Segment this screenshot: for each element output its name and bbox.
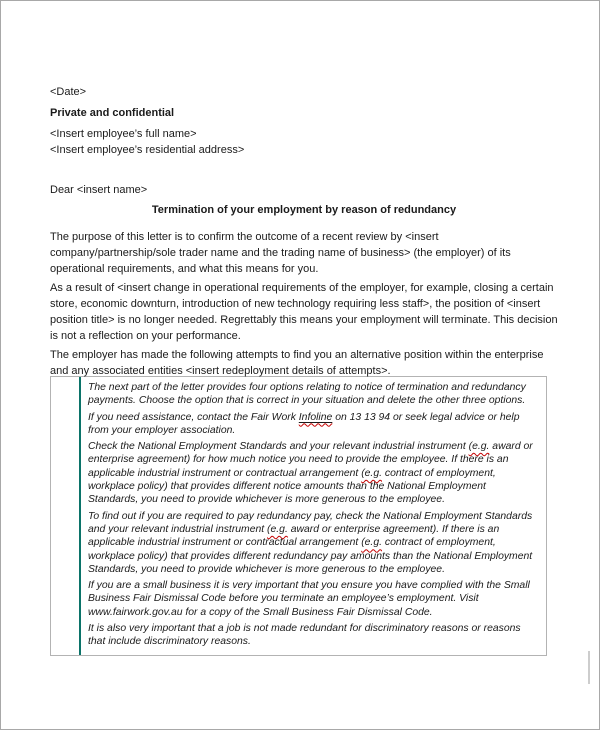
paragraph-purpose: The purpose of this letter is to confirm the outcome of a recent review by <insert company/partnership/sole trader name and the trading name of business> (the employer) of its operational requirements, and what this means for you.: [50, 231, 511, 275]
underlined-term: [299, 412, 333, 423]
spellcheck-squiggle: (e.g.: [267, 523, 288, 535]
recipient-address-placeholder: <Insert employee’s residential address>: [50, 143, 245, 156]
spellcheck-squiggle: Infoline: [298, 411, 333, 423]
scrollbar-thumb[interactable]: [588, 651, 590, 684]
recipient-block: [50, 127, 558, 158]
paragraph-redundancy-reason: As a result of <insert change in operational requirements of the employer, for example, closing a certain store, economic downturn, introduction of new technology requiring less staff>, the position of <insert position title> is no longer needed. Regrettably this means your employment will terminate. This decision is not a reflection on your performance.: [50, 282, 558, 342]
notice-paragraph-redundancy-pay: To find out if you are required to pay redundancy pay, check the National Employment Standards and your relevant industrial instrument (e.g. award or enterprise agreement). If there is an applicable industrial instrument or contractual arrangement (e.g. contract of employment, workplace policy) that provides different redundancy pay amounts than the National Employment Standards, you need to provide whichever is more generous to the employee.: [88, 510, 533, 575]
confidential-label: Private and confidential: [50, 107, 175, 119]
notice-paragraph-options: The next part of the letter provides four options relating to notice of termination and redundancy payments. Choose the option that is correct in your situation and delete the other three options.: [88, 382, 526, 407]
letter-body: [50, 85, 558, 656]
notice-box-gutter: [51, 377, 79, 655]
spellcheck-squiggle: (e.g.: [361, 467, 382, 479]
notice-paragraph-notice-standards: Check the National Employment Standards and your relevant industrial instrument (e.g. award or enterprise agreement) for how much notice you need to provide the employee. If there is an applicable industrial instrument or contractual arrangement (e.g. contract of employment, workplace policy) that provides different notice amounts than the National Employment Standards, you need to provide whichever is more generous to the employee.: [88, 441, 533, 506]
paragraph-redeployment: The employer has made the following attempts to find you an alternative position within the enterprise and any associated entities <insert redeployment details of attempts>.: [50, 349, 544, 377]
spellcheck-squiggle: (e.g.: [361, 537, 382, 549]
notice-box-content: [81, 377, 546, 655]
recipient-name-placeholder: <Insert employee’s full name>: [50, 128, 197, 140]
spellcheck-squiggle: (e.g.: [468, 441, 490, 453]
notice-paragraph-small-business: If you are a small business it is very important that you ensure you have complied with the Small Business Fair Dismissal Code before you terminate an employee’s employment. Visit www.fairwork.gov.au for a copy of the Small Business Fair Dismissal Code.: [88, 580, 530, 618]
guidance-notice-box: [50, 376, 547, 656]
salutation: Dear <insert name>: [50, 184, 148, 196]
date-placeholder: <Date>: [50, 86, 87, 98]
notice-paragraph-assistance: If you need assistance, contact the Fair Work Infoline on 13 13 94 or seek legal advice or help from your employer association.: [88, 411, 520, 436]
notice-paragraph-discrimination: It is also very important that a job is not made redundant for discriminatory reasons or reasons that include discriminatory reasons.: [88, 623, 521, 648]
subject-line: Termination of your employment by reason of redundancy: [151, 204, 457, 216]
